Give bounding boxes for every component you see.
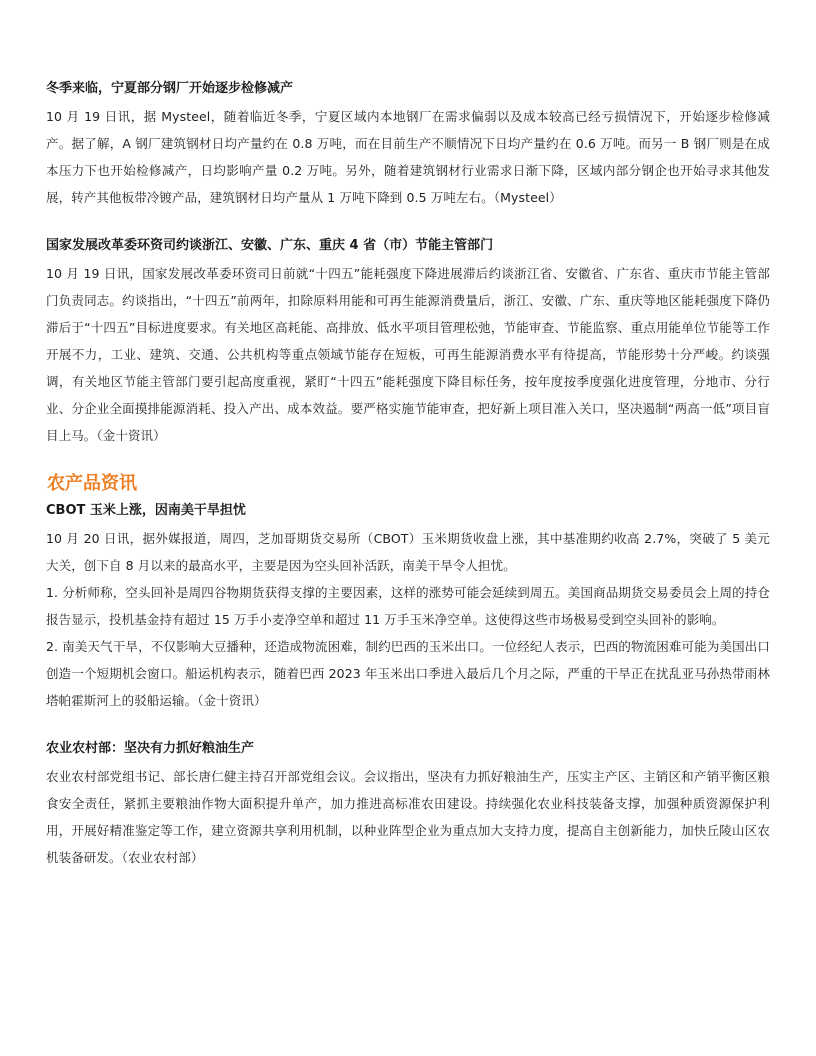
article-paragraph: 10 月 19 日讯，据 Mysteel，随着临近冬季，宁夏区域内本地钢厂在需求偏弱以及成本较高已经亏损情况下，开始逐步检修减产。据了解，A 钢厂建筑钢材日均产量约在 0.8 万吨，而在目前生产不顺情况下日均产量约在 0.6 万吨。而另一 B 钢厂则是在成本压力下也开始检修减产，日均影响产量 0.2 万吨。另外，随着建筑钢材行业需求日渐下降，区域内部分钢企也开始寻求其他发展，转产其他板带冷镀产品，建筑钢材日均产量从 1 万吨下降到 0.5 万吨左右。（Mysteel） [46,109,770,205]
article-title: 国家发展改革委环资司约谈浙江、安徽、广东、重庆 4 省（市）节能主管部门 [46,238,494,253]
section-heading-agri: 农产品资讯 [47,473,137,494]
article-ndrc-energy [46,236,770,449]
article-title: 农业农村部：坚决有力抓好粮油生产 [46,741,255,756]
article-ningxia-steel [46,79,770,211]
article-cbot-corn [46,501,770,714]
spacer [46,449,770,471]
article-moa-grain [46,739,770,871]
article-paragraph: 10 月 19 日讯，国家发展改革委环资司日前就“十四五”能耗强度下降进展滞后约谈浙江省、安徽省、广东省、重庆市节能主管部门负责同志。约谈指出，“十四五”前两年，扣除原料用能和可再生能源消费量后，浙江、安徽、广东、重庆等地区能耗强度下降仍滞后于“十四五”目标进度要求。有关地区高耗能、高排放、低水平项目管理松弛，节能审查、节能监察、重点用能单位节能等工作开展不力，工业、建筑、交通、公共机构等重点领域节能存在短板，可再生能源消费水平有待提高，节能形势十分严峻。约谈强调，有关地区节能主管部门要引起高度重视，紧盯“十四五”能耗强度下降目标任务，按年度按季度强化进度管理，分地市、分行业、分企业全面摸排能源消耗、投入产出、成本效益。要严格实施节能审查，把好新上项目准入关口，坚决遏制“两高一低”项目盲目上马。（金十资讯） [46,266,770,443]
article-title: CBOT 玉米上涨，因南美干旱担忧 [46,503,246,518]
article-paragraph: 2. 南美天气干旱，不仅影响大豆播种，还造成物流困难，制约巴西的玉米出口。一位经纪人表示，巴西的物流困难可能为美国出口创造一个短期机会窗口。船运机构表示，随着巴西 2023 年玉米出口季进入最后几个月之际，严重的干旱正在扰乱亚马孙热带雨林塔帕霍斯河上的驳船运输。（金十资讯） [46,639,770,708]
article-title: 冬季来临，宁夏部分钢厂开始逐步检修减产 [46,81,294,96]
article-paragraph: 农业农村部党组书记、部长唐仁健主持召开部党组会议。会议指出，坚决有力抓好粮油生产，压实主产区、主销区和产销平衡区粮食安全责任，紧抓主要粮油作物大面积提升单产，加力推进高标准农田建设。持续强化农业科技装备支撑，加强种质资源保护利用，开展好精准鉴定等工作，建立资源共享利用机制，以种业阵型企业为重点加大支持力度，提高自主创新能力，加快丘陵山区农机装备研发。（农业农村部） [46,769,770,865]
article-paragraph: 10 月 20 日讯，据外媒报道，周四，芝加哥期货交易所（CBOT）玉米期货收盘上涨，其中基准期约收高 2.7%，突破了 5 美元大关，创下自 8 月以来的最高水平，主要是因为空头回补活跃，南美干旱令人担忧。 [46,531,770,573]
article-paragraph: 1. 分析师称，空头回补是周四谷物期货获得支撑的主要因素，这样的涨势可能会延续到周五。美国商品期货交易委员会上周的持仓报告显示，投机基金持有超过 15 万手小麦净空单和超过 11 万手玉米净空单。这使得这些市场极易受到空头回补的影响。 [46,585,770,627]
spacer [46,714,770,739]
spacer [46,211,770,236]
